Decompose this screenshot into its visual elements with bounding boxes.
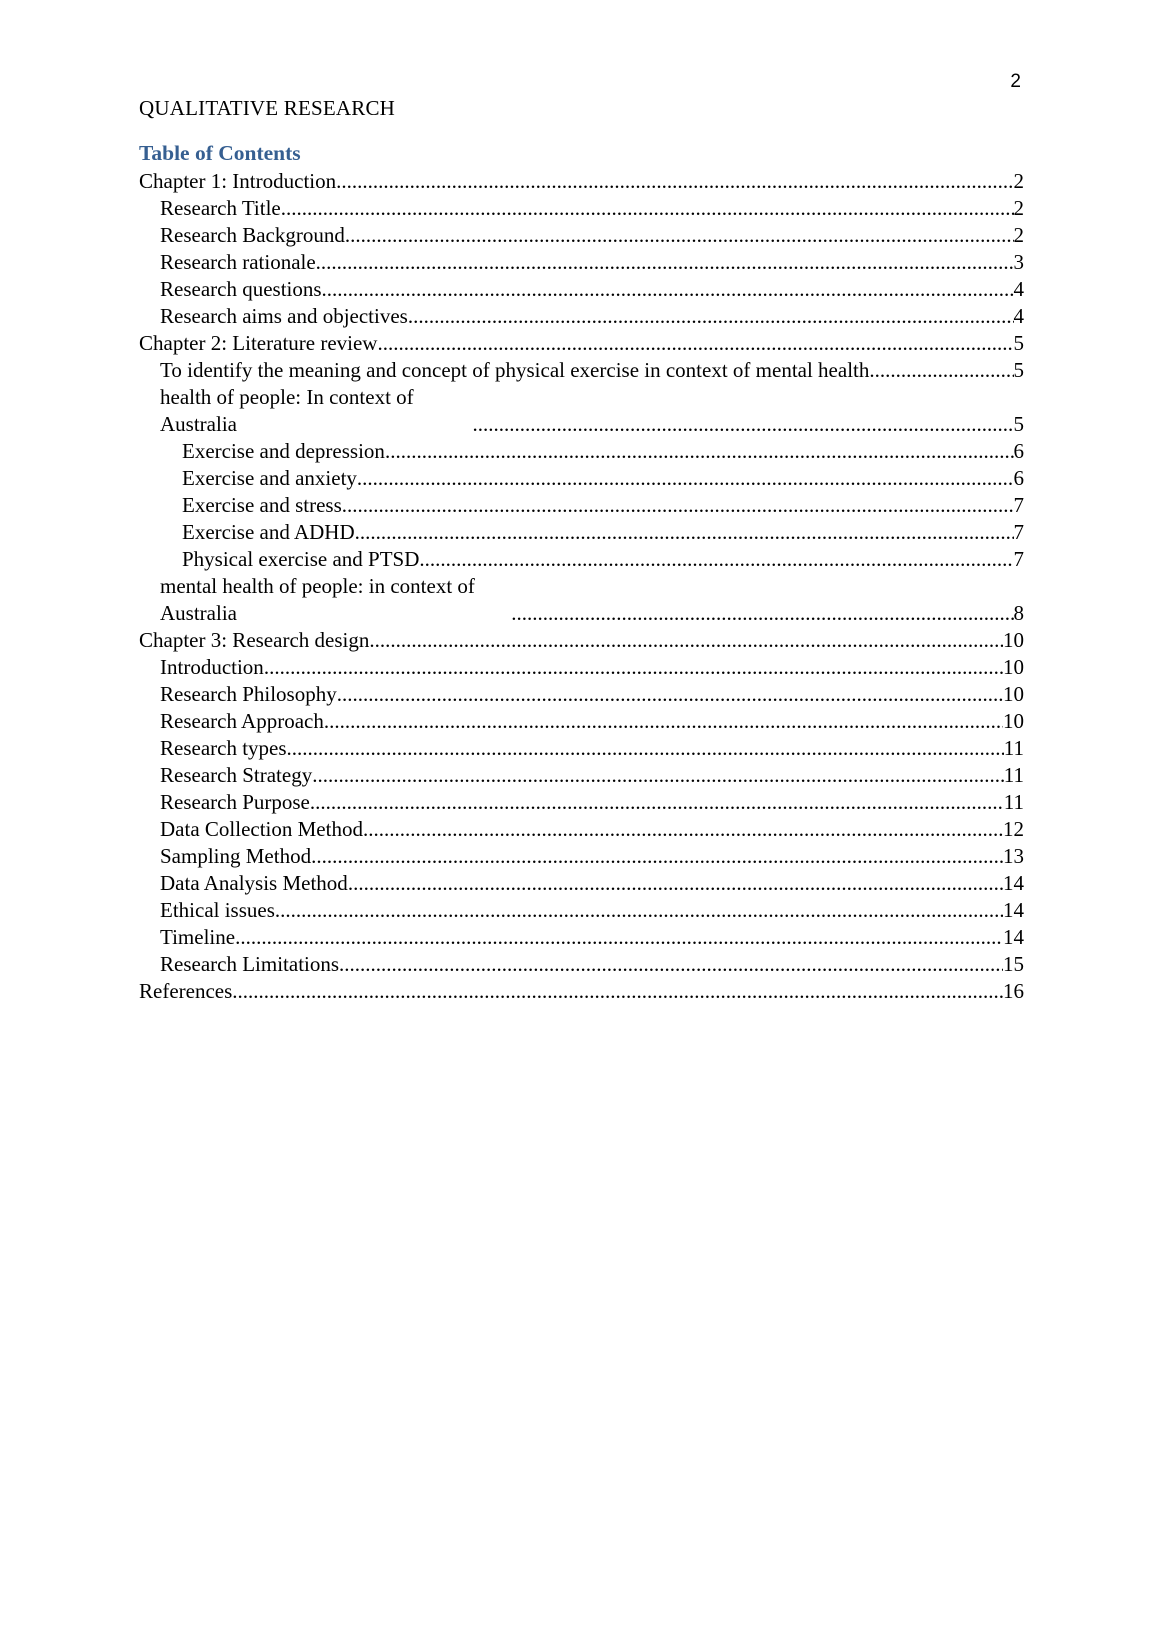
toc-entry-page: 6 bbox=[1013, 466, 1024, 490]
toc-entry-page: 3 bbox=[1013, 250, 1024, 274]
toc-entry-page: 15 bbox=[1003, 952, 1024, 976]
toc-entry-page: 13 bbox=[1003, 844, 1024, 868]
toc-entry[interactable] bbox=[139, 249, 1024, 276]
toc-entry-page: 14 bbox=[1003, 871, 1024, 895]
toc-dot-leader bbox=[511, 600, 1013, 627]
toc-entry-text: Physical exercise and PTSD bbox=[182, 547, 420, 571]
toc-entry[interactable] bbox=[139, 195, 1024, 222]
toc-entry[interactable] bbox=[139, 681, 1024, 708]
toc-dot-leader bbox=[232, 978, 1003, 1005]
toc-entry-page: 5 bbox=[1013, 358, 1024, 382]
toc-entry[interactable] bbox=[139, 762, 1024, 789]
toc-entry-text: Research questions bbox=[160, 277, 322, 301]
toc-entry-page: 12 bbox=[1003, 817, 1024, 841]
toc-dot-leader bbox=[310, 789, 1004, 816]
running-head: QUALITATIVE RESEARCH bbox=[139, 96, 396, 120]
toc-dot-leader bbox=[357, 465, 1014, 492]
toc-entry-text: Research types bbox=[160, 736, 287, 760]
toc-entry-text: Data Analysis Method bbox=[160, 871, 348, 895]
toc-entry[interactable] bbox=[139, 303, 1024, 330]
toc-dot-leader bbox=[337, 681, 1003, 708]
toc-entry-text: Research rationale bbox=[160, 250, 316, 274]
toc-entry-text: Introduction bbox=[160, 655, 264, 679]
toc-entry-text: Research Background bbox=[160, 223, 345, 247]
toc-entry-text: Timeline bbox=[160, 925, 236, 949]
toc-dot-leader bbox=[408, 303, 1014, 330]
toc-entry-page: 10 bbox=[1003, 682, 1024, 706]
toc-entry[interactable] bbox=[139, 951, 1024, 978]
toc-entry-page: 5 bbox=[1013, 331, 1024, 355]
toc-dot-leader bbox=[473, 411, 1014, 438]
toc-entry-text: Exercise and stress bbox=[182, 493, 342, 517]
toc-dot-leader bbox=[369, 627, 1003, 654]
toc-entry-page: 7 bbox=[1013, 493, 1024, 517]
toc-entry-page: 14 bbox=[1003, 898, 1024, 922]
toc-entry-text: mental health of people: in context of Australia bbox=[160, 574, 475, 625]
toc-entry-page: 16 bbox=[1003, 979, 1024, 1003]
toc-entry-page: 10 bbox=[1003, 655, 1024, 679]
toc-entry[interactable] bbox=[139, 816, 1024, 843]
toc-entry[interactable] bbox=[139, 897, 1024, 924]
toc-entry[interactable] bbox=[139, 546, 1024, 573]
toc-dot-leader bbox=[869, 357, 1013, 384]
toc-dot-leader bbox=[355, 519, 1014, 546]
toc-entry[interactable] bbox=[139, 168, 1024, 195]
toc-entry[interactable] bbox=[139, 789, 1024, 816]
toc-entry-text: Research Purpose bbox=[160, 790, 310, 814]
toc-dot-leader bbox=[336, 168, 1013, 195]
toc-entry-page: 2 bbox=[1013, 196, 1024, 220]
toc-entry-text: Research Limitations bbox=[160, 952, 340, 976]
toc-entry[interactable] bbox=[139, 492, 1024, 519]
toc-entry-text: To identify the meaning and concept of physical exercise in context of mental health bbox=[160, 358, 870, 382]
toc-entry-text: Chapter 1: Introduction bbox=[139, 169, 337, 193]
toc-entry-page: 11 bbox=[1003, 763, 1024, 787]
toc-entry[interactable] bbox=[139, 222, 1024, 249]
toc-entry-text: health of people: In context of Australia bbox=[160, 385, 414, 436]
toc-dot-leader bbox=[348, 870, 1003, 897]
toc-dot-leader bbox=[281, 195, 1014, 222]
toc-entry-text: Research Approach bbox=[160, 709, 324, 733]
toc-entry[interactable] bbox=[139, 573, 1024, 627]
toc-entry[interactable] bbox=[139, 384, 1024, 438]
toc-dot-leader bbox=[312, 762, 1004, 789]
toc-entry[interactable] bbox=[139, 330, 1024, 357]
toc-entry[interactable] bbox=[139, 870, 1024, 897]
toc-entry-page: 8 bbox=[1013, 601, 1024, 625]
toc-entry-text: Ethical issues bbox=[160, 898, 275, 922]
toc-dot-leader bbox=[324, 708, 1003, 735]
toc-dot-leader bbox=[287, 735, 1004, 762]
toc-entry[interactable] bbox=[139, 519, 1024, 546]
toc-entry-page: 5 bbox=[1013, 412, 1024, 436]
toc-entry-text: Exercise and anxiety bbox=[182, 466, 357, 490]
toc-entry-text: Research Philosophy bbox=[160, 682, 337, 706]
toc-entry[interactable] bbox=[139, 924, 1024, 951]
page-number: 2 bbox=[1010, 71, 1021, 92]
toc-dot-leader bbox=[235, 924, 1003, 951]
toc-entry-page: 6 bbox=[1013, 439, 1024, 463]
toc-entry[interactable] bbox=[139, 276, 1024, 303]
toc-dot-leader bbox=[363, 816, 1003, 843]
toc-dot-leader bbox=[311, 843, 1003, 870]
toc-entry-page: 7 bbox=[1013, 547, 1024, 571]
toc-entry-page: 4 bbox=[1013, 277, 1024, 301]
toc-entry-text: Research aims and objectives bbox=[160, 304, 408, 328]
toc-entry[interactable] bbox=[139, 465, 1024, 492]
toc-entry-page: 4 bbox=[1013, 304, 1024, 328]
toc-entry-page: 11 bbox=[1003, 790, 1024, 814]
toc-entry[interactable] bbox=[139, 438, 1024, 465]
toc-dot-leader bbox=[339, 951, 1003, 978]
toc-entry-text: Research Title bbox=[160, 196, 281, 220]
toc-entry-text: Data Collection Method bbox=[160, 817, 363, 841]
toc-dot-leader bbox=[264, 654, 1003, 681]
toc-entry[interactable] bbox=[139, 654, 1024, 681]
toc-entry[interactable] bbox=[139, 843, 1024, 870]
toc-dot-leader bbox=[385, 438, 1014, 465]
table-of-contents bbox=[139, 168, 1024, 1005]
toc-entry-page: 14 bbox=[1003, 925, 1024, 949]
toc-dot-leader bbox=[275, 897, 1003, 924]
toc-entry-text: Exercise and ADHD bbox=[182, 520, 355, 544]
toc-entry-text: Sampling Method bbox=[160, 844, 312, 868]
toc-title: Table of Contents bbox=[139, 141, 301, 165]
toc-entry-text: Chapter 3: Research design bbox=[139, 628, 370, 652]
toc-entry[interactable] bbox=[139, 978, 1024, 1005]
toc-dot-leader bbox=[377, 330, 1013, 357]
toc-entry-page: 10 bbox=[1003, 628, 1024, 652]
toc-entry-text: Exercise and depression bbox=[182, 439, 385, 463]
toc-entry-text: References bbox=[139, 979, 233, 1003]
toc-dot-leader bbox=[342, 492, 1014, 519]
toc-dot-leader bbox=[419, 546, 1013, 573]
toc-entry[interactable] bbox=[139, 627, 1024, 654]
toc-entry-page: 2 bbox=[1013, 169, 1024, 193]
toc-entry-text: Research Strategy bbox=[160, 763, 313, 787]
toc-dot-leader bbox=[322, 276, 1014, 303]
toc-entry-page: 7 bbox=[1013, 520, 1024, 544]
toc-entry[interactable] bbox=[139, 708, 1024, 735]
toc-entry-text: Chapter 2: Literature review bbox=[139, 331, 378, 355]
toc-entry[interactable] bbox=[139, 735, 1024, 762]
toc-dot-leader bbox=[345, 222, 1014, 249]
toc-entry-page: 10 bbox=[1003, 709, 1024, 733]
toc-entry-page: 2 bbox=[1013, 223, 1024, 247]
toc-entry-page: 11 bbox=[1003, 736, 1024, 760]
toc-entry[interactable] bbox=[139, 357, 1024, 384]
toc-dot-leader bbox=[316, 249, 1014, 276]
